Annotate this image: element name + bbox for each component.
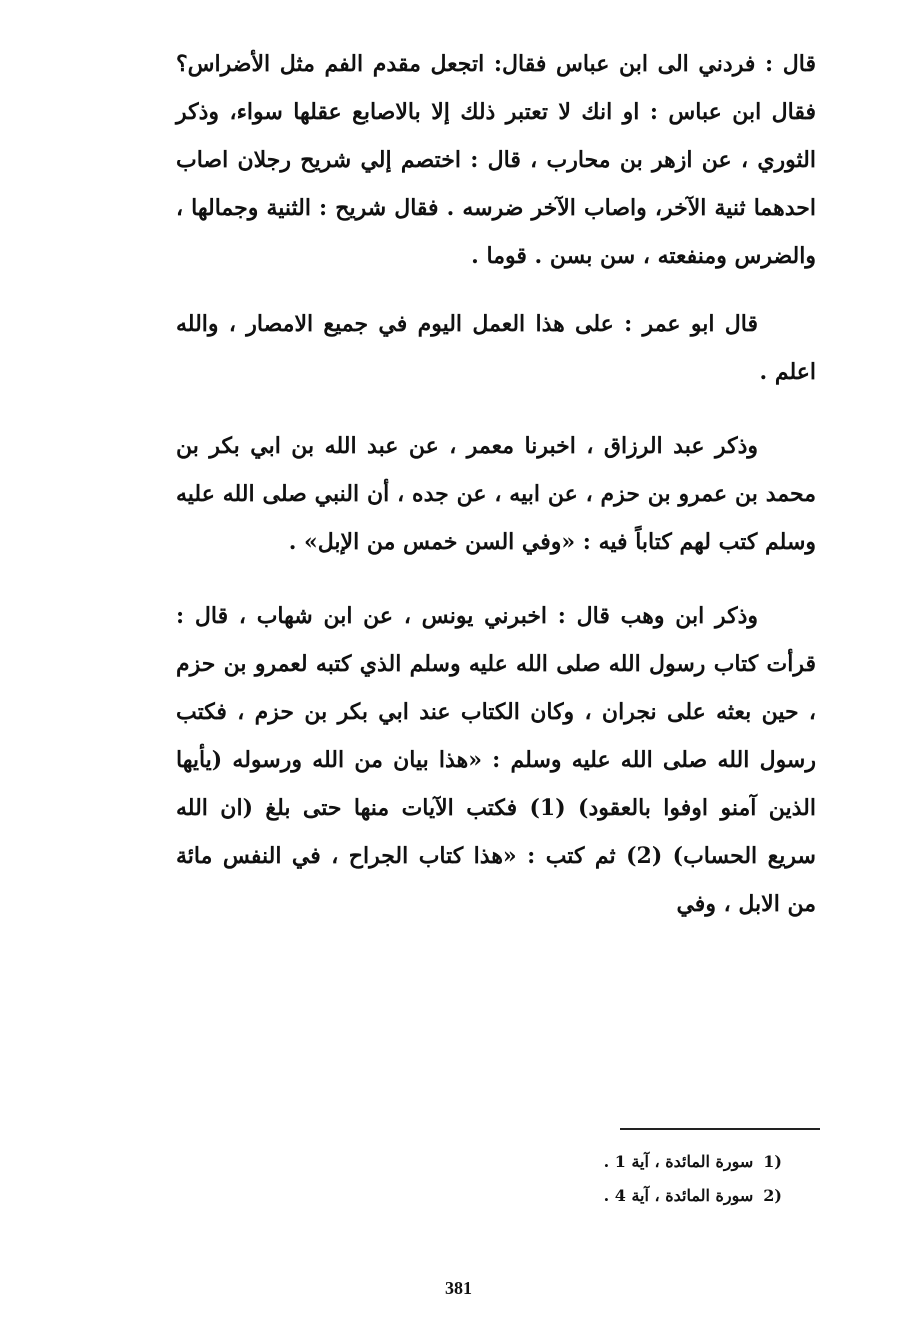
footnote-1 [400, 1145, 782, 1179]
footnote-text: سورة المائدة ، آية 4 . [603, 1186, 754, 1205]
footnotes [400, 1145, 782, 1213]
paragraph-3: وذكر عبد الرزاق ، اخبرنا معمر ، عن عبد الله بن ابي بكر بن محمد بن عمرو بن حزم ، عن ابيه ، عن جده ، أن النبي صلى الله عليه وسلم كتب لهم كتاباً فيه : «وفي السن خمس من الإبل» . [176, 433, 816, 555]
footnote-text: سورة المائدة ، آية 1 . [603, 1152, 754, 1171]
paragraph-1: قال : فردني الى ابن عباس فقال: اتجعل مقدم الفم مثل الأضراس؟ فقال ابن عباس : او انك لا تعتبر ذلك إلا بالاصابع عقلها سواء، وذكر الثوري ، عن ازهر بن محارب ، قال : اختصم إلي شريح رجلان اصاب احدهما ثنية الآخر، واصاب الآخر ضرسه . فقال شريح : الثنية وجمالها ، والضرس ومنفعته ، سن بسن . قوما . [176, 51, 816, 269]
footnote-number: (1 [763, 1152, 782, 1171]
footnote-divider [620, 1128, 820, 1130]
paragraph-2: قال ابو عمر : على هذا العمل اليوم في جميع الامصار ، والله اعلم . [176, 311, 816, 385]
page-number: 381 [445, 1278, 472, 1298]
footnote-number: (2 [763, 1186, 782, 1205]
paragraph-4: وذكر ابن وهب قال : اخبرني يونس ، عن ابن شهاب ، قال : قرأت كتاب رسول الله صلى الله عليه وسلم الذي كتبه لعمرو بن حزم ، حين بعثه على نجران ، وكان الكتاب عند ابي بكر بن حزم ، فكتب رسول الله صلى الله عليه وسلم : «هذا بيان من الله ورسوله (يأيها الذين آمنو اوفوا بالعقود) (1) فكتب الآيات منها حتى بلغ (ان الله سريع الحساب) (2) ثم كتب : «هذا كتاب الجراح ، في النفس مائة من الابل ، وفي [176, 603, 816, 917]
body-text [176, 40, 816, 928]
footnote-2 [400, 1179, 782, 1213]
